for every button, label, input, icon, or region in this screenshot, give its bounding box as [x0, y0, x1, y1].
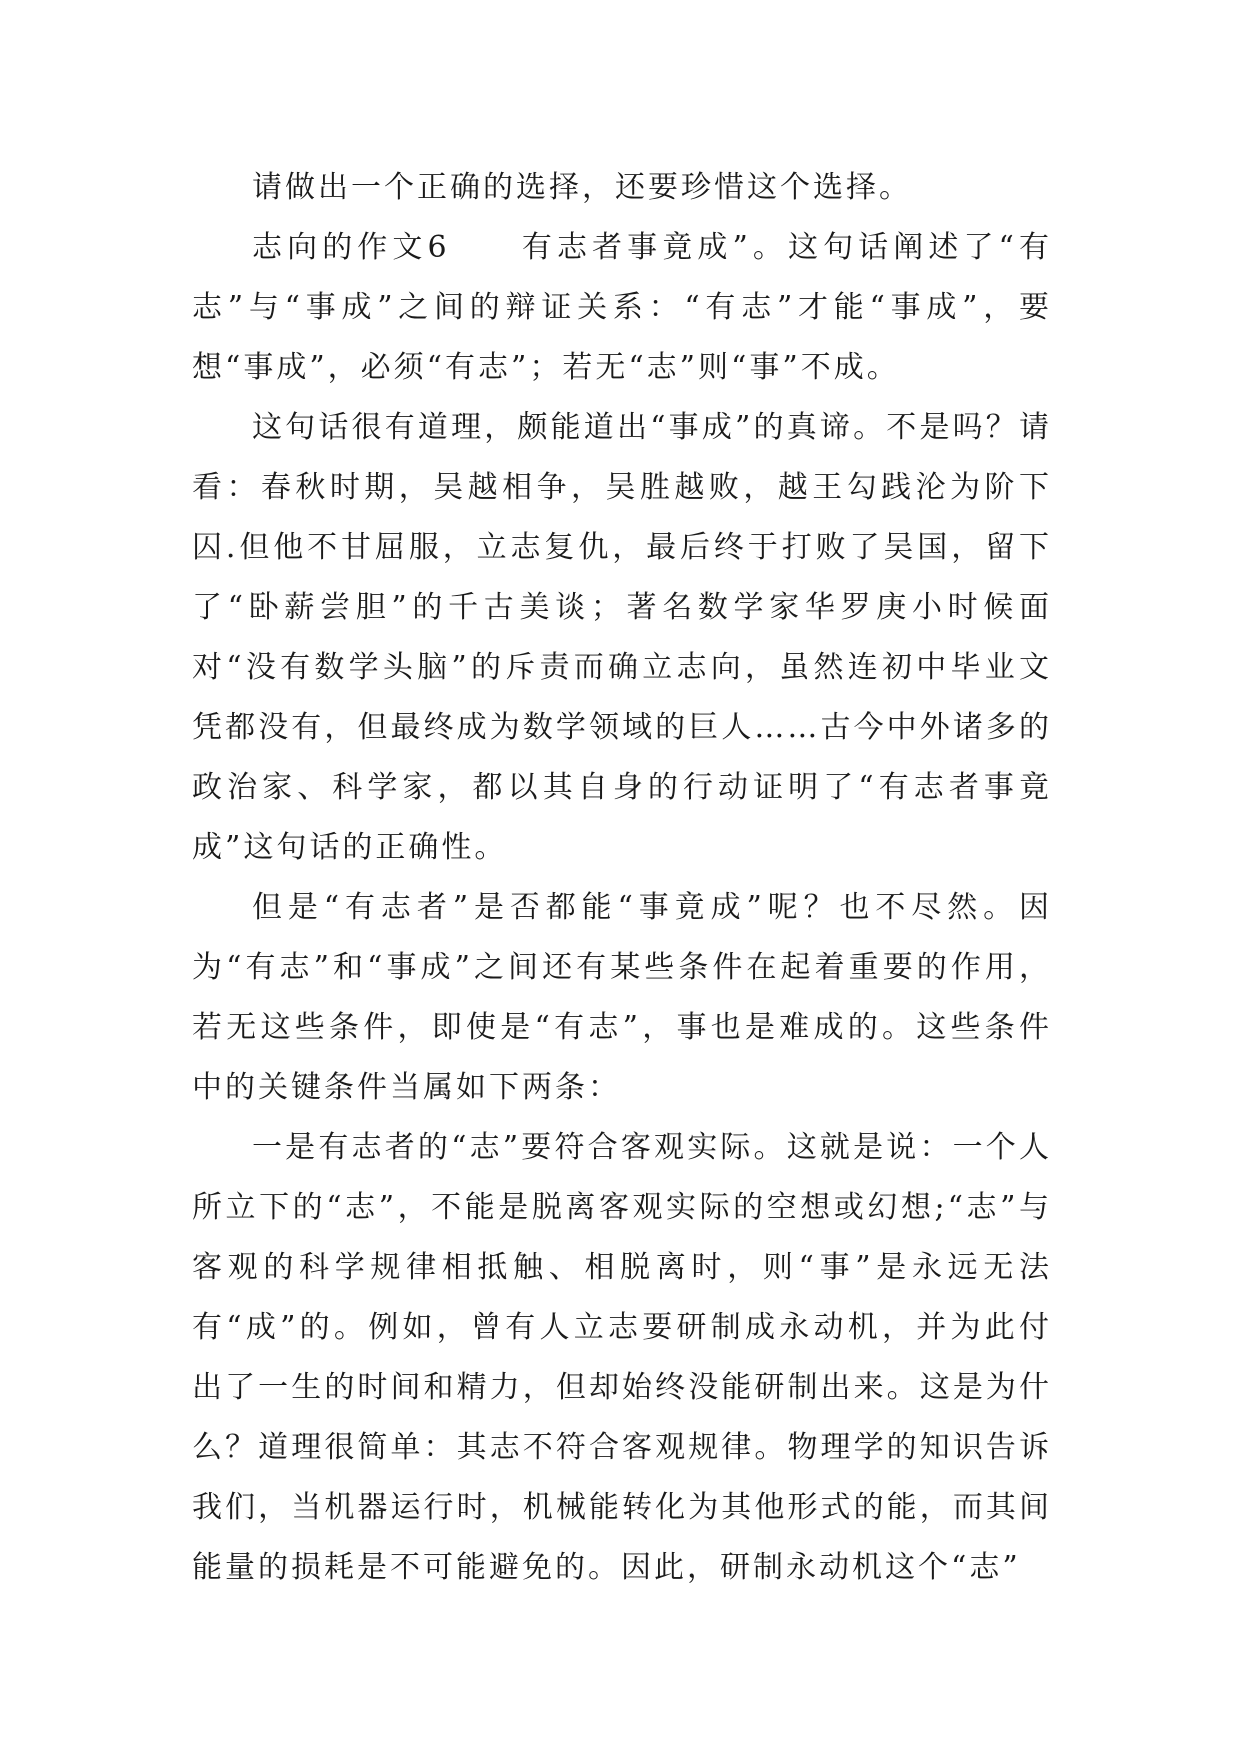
paragraph: 请做出一个正确的选择，还要珍惜这个选择。: [252, 170, 912, 205]
paragraph: 一是有志者的“志”要符合客观实际。这就是说：一个人所立下的“志”，不能是脱离客观实际的空想或幻想;“志”与客观的科学规律相抵触、相脱离时，则“事”是永远无法有“成”的。例如，曾有人立志要研制成永动机，并为此付出了一生的时间和精力，但却始终没能研制出来。这是为什么？道理很简单：其志不符合客观规律。物理学的知识告诉我们，当机器运行时，机械能转化为其他形式的能，而其间能量的损耗是不可能避免的。因此，研制永动机这个“志”: [192, 1130, 1052, 1585]
paragraph: 但是“有志者”是否都能“事竟成”呢？也不尽然。因为“有志”和“事成”之间还有某些条件在起着重要的作用，若无这些条件，即使是“有志”，事也是难成的。这些条件中的关键条件当属如下两条：: [192, 890, 1052, 1105]
paragraph: 这句话很有道理，颇能道出“事成”的真谛。不是吗？请看：春秋时期，吴越相争，吴胜越败，越王勾践沦为阶下囚.但他不甘屈服，立志复仇，最后终于打败了吴国，留下了“卧薪尝胆”的千古美谈；著名数学家华罗庚小时候面对“没有数学头脑”的斥责而确立志向，虽然连初中毕业文凭都没有，但最终成为数学领域的巨人……古今中外诸多的政治家、科学家，都以其自身的行动证明了“有志者事竟成”这句话的正确性。: [192, 410, 1052, 865]
document-body: [192, 158, 1052, 1598]
paragraph: 志向的作文6 有志者事竟成”。这句话阐述了“有志”与“事成”之间的辩证关系：“有志”才能“事成”，要想“事成”，必须“有志”；若无“志”则“事”不成。: [192, 230, 1052, 385]
